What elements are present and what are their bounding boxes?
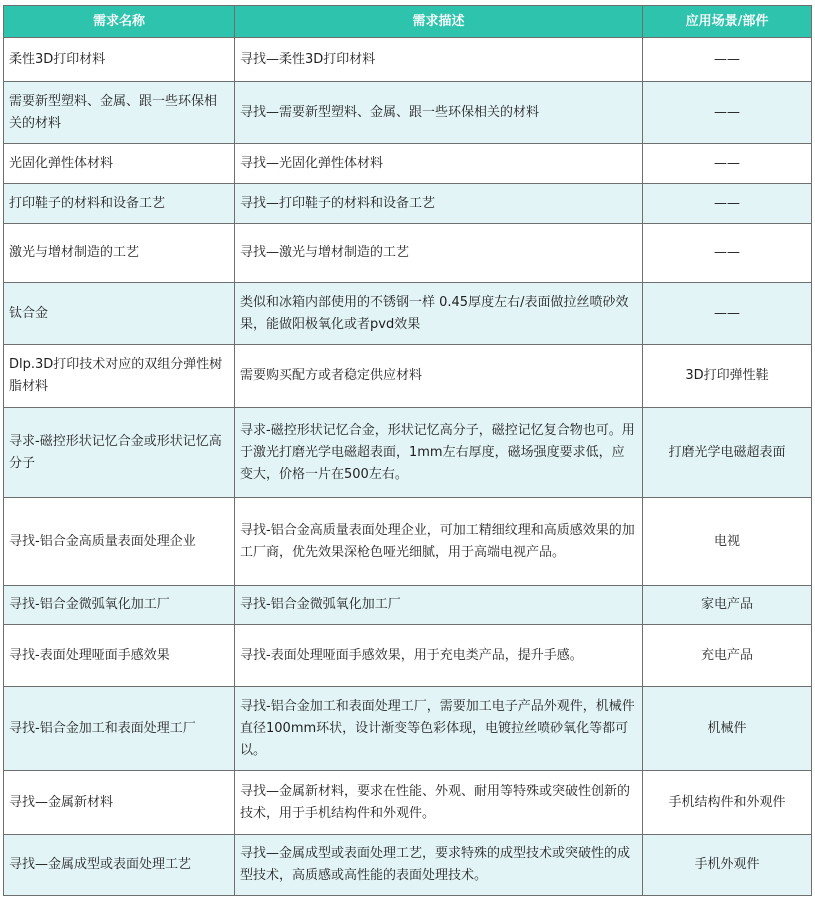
cell-description: 寻找-铝合金微弧氧化加工厂 [235,586,643,625]
cell-name: 寻找—金属新材料 [4,771,235,835]
cell-scene: 机械件 [643,687,812,771]
cell-scene: 3D打印弹性鞋 [643,345,812,408]
cell-name: 寻求-磁控形状记忆合金或形状记忆高分子 [4,408,235,498]
cell-name: 钛合金 [4,283,235,345]
table-row [4,224,812,283]
cell-description: 寻求-磁控形状记忆合金，形状记忆高分子，磁控记忆复合物也可。用于激光打磨光学电磁超表面，1mm左右厚度，磁场强度要求低，应变大，价格一片在500左右。 [235,408,643,498]
cell-name: Dlp.3D打印技术对应的双组分弹性树脂材料 [4,345,235,408]
table-row [4,586,812,625]
cell-scene: 手机结构件和外观件 [643,771,812,835]
table-row [4,144,812,184]
cell-description: 寻找—柔性3D打印材料 [235,38,643,82]
table-header-row [4,6,812,38]
cell-scene: 电视 [643,498,812,586]
cell-scene: 手机外观件 [643,835,812,896]
cell-description: 寻找—金属成型或表面处理工艺，要求特殊的成型技术或突破性的成型技术，高质感或高性能的表面处理技术。 [235,835,643,896]
cell-description: 寻找-铝合金高质量表面处理企业，可加工精细纹理和高质感效果的加工厂商，优先效果深枪色哑光细腻，用于高端电视产品。 [235,498,643,586]
cell-description: 寻找—金属新材料，要求在性能、外观、耐用等特殊或突破性创新的技术，用于手机结构件和外观件。 [235,771,643,835]
cell-description: 寻找—打印鞋子的材料和设备工艺 [235,184,643,224]
cell-name: 需要新型塑料、金属、跟一些环保相关的材料 [4,82,235,144]
cell-name: 打印鞋子的材料和设备工艺 [4,184,235,224]
cell-scene: —— [643,38,812,82]
cell-scene: —— [643,283,812,345]
cell-description: 需要购买配方或者稳定供应材料 [235,345,643,408]
cell-scene: 充电产品 [643,625,812,687]
cell-description: 类似和冰箱内部使用的不锈钢一样 0.45厚度左右/表面做拉丝喷砂效果，能做阳极氧化或者pvd效果 [235,283,643,345]
cell-scene: 打磨光学电磁超表面 [643,408,812,498]
cell-scene: —— [643,144,812,184]
table-row [4,345,812,408]
cell-name: 寻找-铝合金加工和表面处理工厂 [4,687,235,771]
header-name: 需求名称 [4,6,235,38]
table-row [4,498,812,586]
cell-description: 寻找-铝合金加工和表面处理工厂，需要加工电子产品外观件，机械件直径100mm环状，设计渐变等色彩体现，电镀拉丝喷砂氧化等都可以。 [235,687,643,771]
cell-description: 寻找-表面处理哑面手感效果，用于充电类产品，提升手感。 [235,625,643,687]
cell-scene: —— [643,184,812,224]
table-row [4,283,812,345]
cell-description: 寻找—激光与增材制造的工艺 [235,224,643,283]
table-row [4,771,812,835]
table-row [4,687,812,771]
table-row [4,184,812,224]
cell-scene: —— [643,224,812,283]
cell-name: 光固化弹性体材料 [4,144,235,184]
header-scene: 应用场景/部件 [643,6,812,38]
cell-scene: 家电产品 [643,586,812,625]
table-row [4,408,812,498]
table-row [4,835,812,896]
cell-scene: —— [643,82,812,144]
cell-name: 寻找-铝合金微弧氧化加工厂 [4,586,235,625]
cell-description: 寻找—光固化弹性体材料 [235,144,643,184]
cell-name: 柔性3D打印材料 [4,38,235,82]
header-description: 需求描述 [235,6,643,38]
cell-name: 寻找-铝合金高质量表面处理企业 [4,498,235,586]
table-row [4,82,812,144]
table-row [4,625,812,687]
cell-name: 寻找-表面处理哑面手感效果 [4,625,235,687]
table-row [4,38,812,82]
requirements-table [3,5,812,896]
cell-description: 寻找—需要新型塑料、金属、跟一些环保相关的材料 [235,82,643,144]
cell-name: 激光与增材制造的工艺 [4,224,235,283]
cell-name: 寻找—金属成型或表面处理工艺 [4,835,235,896]
